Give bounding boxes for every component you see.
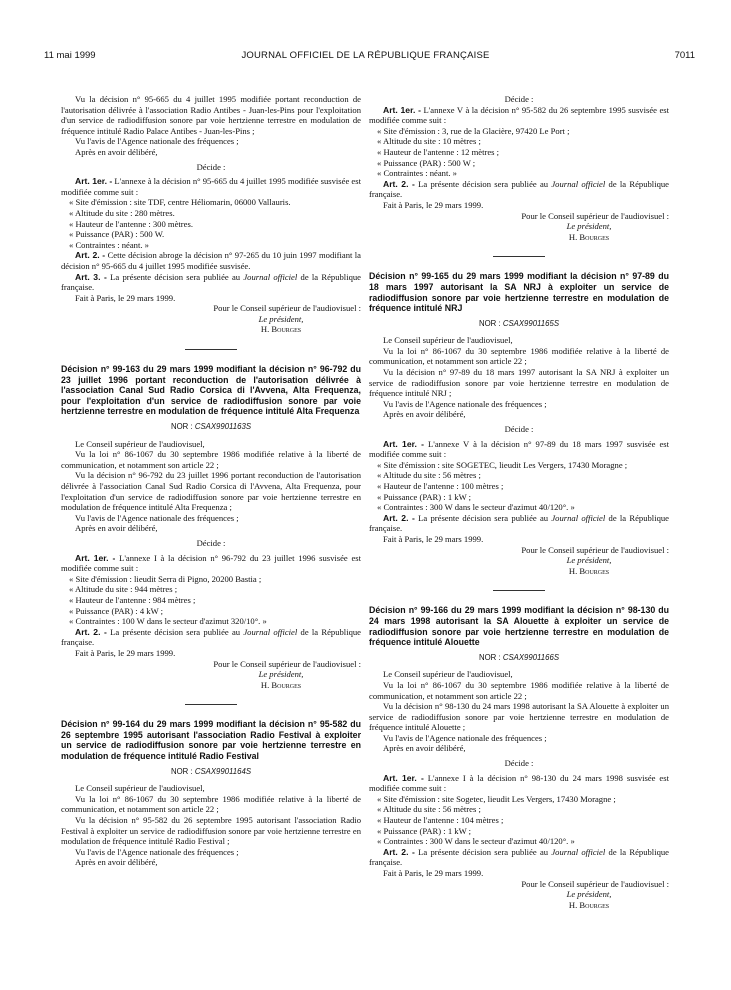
date-place: Fait à Paris, le 29 mars 1999. xyxy=(383,868,484,878)
nor-reference: NOR : CSAX9901166S xyxy=(478,652,560,662)
signatory-name: H. Bourges xyxy=(260,679,302,690)
decide-heading: Décide : xyxy=(504,758,534,769)
decide-heading: Décide : xyxy=(196,161,226,172)
date-place: Fait à Paris, le 29 mars 1999. xyxy=(75,647,176,658)
list-item: « Puissance (PAR) : 1 kW ; xyxy=(377,825,472,836)
signature-line: Pour le Conseil supérieur de l'audiovisuel : xyxy=(521,544,669,555)
section-divider xyxy=(493,256,545,257)
list-item: « Contraintes : 300 W dans le secteur d'azimut 40/120°. » xyxy=(377,836,575,847)
section-divider xyxy=(185,349,237,350)
list-item: « Site d'émission : site Sogetec, lieudit Les Vergers, 17430 Moragne ; xyxy=(377,793,616,804)
signature-line: Pour le Conseil supérieur de l'audiovisuel : xyxy=(213,658,361,669)
article-3: Art. 3. - La présente décision sera publiée au Journal officiel de la République française. xyxy=(61,271,361,293)
decision-continuation-left xyxy=(61,94,361,335)
date-place: Fait à Paris, le 29 mars 1999. xyxy=(383,199,484,210)
article-2: Art. 2. - La présente décision sera publiée au Journal officiel de la République française. xyxy=(61,626,361,648)
list-item: « Hauteur de l'antenne : 104 mètres ; xyxy=(377,815,504,826)
paragraph: Vu la décision n° 95-665 du 4 juillet 1995 modifiée portant reconduction de l'autorisation délivrée à l'association Radio Antibes - Juan-les-Pins pour l'exploitation d'un service de radiodiffusion sonore par voie hertzienne terrestre en modulation de fréquence intitulé Radio Palace Antibes - Juan-les-Pins ; xyxy=(61,94,361,136)
paragraph: Vu l'avis de l'Agence nationale des fréquences ; xyxy=(383,398,547,409)
list-item: « Contraintes : 300 W dans le secteur d'azimut 40/120°. » xyxy=(377,502,575,513)
decision-title: Décision n° 99-163 du 29 mars 1999 modifiant la décision n° 96-792 du 23 juillet 1996 portant reconduction de l'autorisation délivrée à l'association Canal Sud Radio Corsica di l'Avvena, Alta Frequenza, pour l'exploitation d'un service de radiodiffusion sonore par voie hertzienne terrestre en modulation de fréquence intitulé Alta Frequenza xyxy=(61,364,361,417)
decision-title: Décision n° 99-164 du 29 mars 1999 modifiant la décision n° 95-582 du 26 septembre 1995 autorisant l'association Radio Festival à exploiter un service de radiodiffusion sonore par voie hertzienne terrestre en modulation de fréquence intitulé Radio Festival xyxy=(61,719,361,762)
list-item: « Site d'émission : site SOGETEC, lieudit Les Vergers, 17430 Moragne ; xyxy=(377,459,628,470)
article-1: Art. 1er. - L'annexe V à la décision n° 97-89 du 18 mars 1997 susvisée est modifiée comme suit : xyxy=(369,438,669,460)
list-item: « Altitude du site : 944 mètres ; xyxy=(69,584,178,595)
decision-99-166 xyxy=(369,605,669,910)
paragraph: Après en avoir délibéré, xyxy=(75,146,158,157)
signatory-name: H. Bourges xyxy=(568,231,610,242)
signatory-title: Le président, xyxy=(258,669,304,680)
decision-99-164 xyxy=(61,719,361,868)
decision-99-165 xyxy=(369,271,669,576)
article-2: Art. 2. - La présente décision sera publiée au Journal officiel de la République française. xyxy=(369,846,669,868)
list-item: « Site d'émission : lieudit Serra di Pigno, 20200 Bastia ; xyxy=(69,573,262,584)
list-item: « Hauteur de l'antenne : 100 mètres ; xyxy=(377,481,504,491)
page-header xyxy=(0,50,731,66)
list-item: « Puissance (PAR) : 1 kW ; xyxy=(377,491,472,502)
list-item: « Puissance (PAR) : 500 W ; xyxy=(377,157,476,168)
date-place: Fait à Paris, le 29 mars 1999. xyxy=(383,533,484,544)
decision-title: Décision n° 99-165 du 29 mars 1999 modifiant la décision n° 97-89 du 18 mars 1997 autorisant la SA NRJ à exploiter un service de radiodiffusion sonore par voie hertzienne terrestre en modulation de fréquence intitulé NRJ xyxy=(369,271,669,314)
right-column xyxy=(369,94,669,910)
paragraph: Vu l'avis de l'Agence nationale des fréquences ; xyxy=(75,136,239,147)
paragraph: Vu l'avis de l'Agence nationale des fréquences ; xyxy=(75,846,239,857)
nor-reference: NOR : CSAX9901165S xyxy=(478,318,560,328)
header-journal-title: JOURNAL OFFICIEL DE LA RÉPUBLIQUE FRANÇAISE xyxy=(241,50,490,61)
article-1: Art. 1er. - L'annexe I à la décision n° 96-792 du 23 juillet 1996 susvisée est modifiée comme suit : xyxy=(61,552,361,574)
paragraph: Vu la décision n° 96-792 du 23 juillet 1996 portant reconduction de l'autorisation délivrée à l'association Canal Sud Radio Corsica di l'Avvena, Alta Frequenza, pour l'exploitation d'un service de radiodiffusion sonore par voie hertzienne terrestre en modulation de fréquence intitulé Alta Frequenza ; xyxy=(61,470,361,513)
list-item: « Altitude du site : 280 mètres. xyxy=(69,207,175,218)
list-item: « Altitude du site : 10 mètres ; xyxy=(377,136,481,147)
paragraph: Le Conseil supérieur de l'audiovisuel, xyxy=(383,669,513,680)
paragraph: Vu la loi n° 86-1067 du 30 septembre 1986 modifiée relative à la liberté de communication, et notamment son article 22 ; xyxy=(369,679,669,701)
list-item: « Contraintes : 100 W dans le secteur d'azimut 320/10°. » xyxy=(69,616,267,627)
paragraph: Le Conseil supérieur de l'audiovisuel, xyxy=(75,783,205,794)
article-2: Art. 2. - La présente décision sera publiée au Journal officiel de la République française. xyxy=(369,178,669,200)
paragraph: Vu la décision n° 97-89 du 18 mars 1997 autorisant la SA NRJ à exploiter un service de radiodiffusion sonore par voie hertzienne terrestre en modulation de fréquence intitulé NRJ ; xyxy=(369,367,669,399)
signature-line: Pour le Conseil supérieur de l'audiovisuel : xyxy=(521,210,669,221)
nor-reference: NOR : CSAX9901163S xyxy=(170,422,252,432)
paragraph: Vu l'avis de l'Agence nationale des fréquences ; xyxy=(75,512,239,523)
signatory-title: Le président, xyxy=(566,221,612,232)
list-item: « Site d'émission : site TDF, centre Héliomarin, 06000 Vallauris. xyxy=(69,197,291,208)
decision-continuation-right xyxy=(369,94,669,242)
article-1: Art. 1er. - L'annexe V à la décision n° 95-582 du 26 septembre 1995 susvisée est modifiée comme suit : xyxy=(369,104,669,126)
section-divider xyxy=(493,590,545,591)
paragraph: Après en avoir délibéré, xyxy=(75,523,158,534)
signatory-title: Le président, xyxy=(566,889,612,900)
paragraph: Le Conseil supérieur de l'audiovisuel, xyxy=(383,335,513,346)
list-item: « Altitude du site : 56 mètres ; xyxy=(377,804,481,815)
article-label: Art. 1er. - xyxy=(75,176,113,187)
header-date: 11 mai 1999 xyxy=(44,50,96,61)
list-item: « Contraintes : néant. » xyxy=(377,168,457,179)
paragraph: Vu la loi n° 86-1067 du 30 septembre 1986 modifiée relative à la liberté de communication, et notamment son article 22 ; xyxy=(61,793,361,815)
decide-heading: Décide : xyxy=(504,424,534,435)
signature-line: Pour le Conseil supérieur de l'audiovisuel : xyxy=(521,878,669,889)
list-item: « Hauteur de l'antenne : 300 mètres. xyxy=(69,218,193,229)
article-2: Art. 2. - Cette décision abroge la décision n° 97-265 du 10 juin 1997 modifiant la décision n° 95-665 du 4 juillet 1995 modifiée susvisée. xyxy=(61,250,361,271)
signatory-name: H. Bourges xyxy=(568,899,610,910)
paragraph: Vu l'avis de l'Agence nationale des fréquences ; xyxy=(383,732,547,743)
paragraph: Après en avoir délibéré, xyxy=(75,857,158,868)
paragraph: Vu la décision n° 98-130 du 24 mars 1998 autorisant la SA Alouette à exploiter un service de radiodiffusion sonore par voie hertzienne terrestre en modulation de fréquence intitulé Alouette ; xyxy=(369,701,669,733)
list-item: « Hauteur de l'antenne : 12 mètres ; xyxy=(377,146,500,157)
signatory-name: H. Bourges xyxy=(568,565,610,576)
nor-reference: NOR : CSAX9901164S xyxy=(170,766,252,776)
list-item: « Puissance (PAR) : 500 W. xyxy=(69,229,165,240)
list-item: « Contraintes : néant. » xyxy=(69,239,149,250)
date-place: Fait à Paris, le 29 mars 1999. xyxy=(75,292,176,303)
paragraph: Après en avoir délibéré, xyxy=(383,409,466,420)
list-item: « Altitude du site : 56 mètres ; xyxy=(377,470,481,481)
decide-heading: Décide : xyxy=(504,94,534,104)
section-divider xyxy=(185,704,237,705)
paragraph: Vu la loi n° 86-1067 du 30 septembre 1986 modifiée relative à la liberté de communication, et notamment son article 22 ; xyxy=(369,345,669,367)
article-2: Art. 2. - La présente décision sera publiée au Journal officiel de la République française. xyxy=(369,512,669,534)
decide-heading: Décide : xyxy=(196,537,226,548)
paragraph: Vu la décision n° 95-582 du 26 septembre 1995 autorisant l'association Radio Festival à exploiter un service de radiodiffusion sonore par voie hertzienne terrestre en modulation de fréquence intitulé Radio Festival ; xyxy=(61,815,361,847)
decision-title: Décision n° 99-166 du 29 mars 1999 modifiant la décision n° 98-130 du 24 mars 1998 autorisant la SA Alouette à exploiter un service de radiodiffusion sonore par voie hertzienne terrestre en modulation de fréquence intitulé Alouette xyxy=(369,605,669,648)
paragraph: Vu la loi n° 86-1067 du 30 septembre 1986 modifiée relative à la liberté de communication, et notamment son article 22 ; xyxy=(61,449,361,470)
signatory-name: H. Bourges xyxy=(260,324,302,335)
article-1: Art. 1er. - L'annexe I à la décision n° 98-130 du 24 mars 1998 susvisée est modifiée comme suit : xyxy=(369,772,669,794)
decision-99-163 xyxy=(61,364,361,690)
paragraph: Le Conseil supérieur de l'audiovisuel, xyxy=(75,438,205,449)
signatory-title: Le président, xyxy=(566,555,612,566)
signature-line: Pour le Conseil supérieur de l'audiovisuel : xyxy=(213,303,361,314)
header-page-number: 7011 xyxy=(674,50,695,61)
list-item: « Site d'émission : 3, rue de la Glacière, 97420 Le Port ; xyxy=(377,125,570,136)
left-column xyxy=(61,94,361,868)
list-item: « Hauteur de l'antenne : 984 mètres ; xyxy=(69,594,196,605)
signatory-title: Le président, xyxy=(258,313,304,324)
article-1: Art. 1er. - L'annexe à la décision n° 95-665 du 4 juillet 1995 modifiée susvisée est modifiée comme suit : xyxy=(61,176,361,197)
paragraph: Après en avoir délibéré, xyxy=(383,743,466,754)
list-item: « Puissance (PAR) : 4 kW ; xyxy=(69,605,164,616)
